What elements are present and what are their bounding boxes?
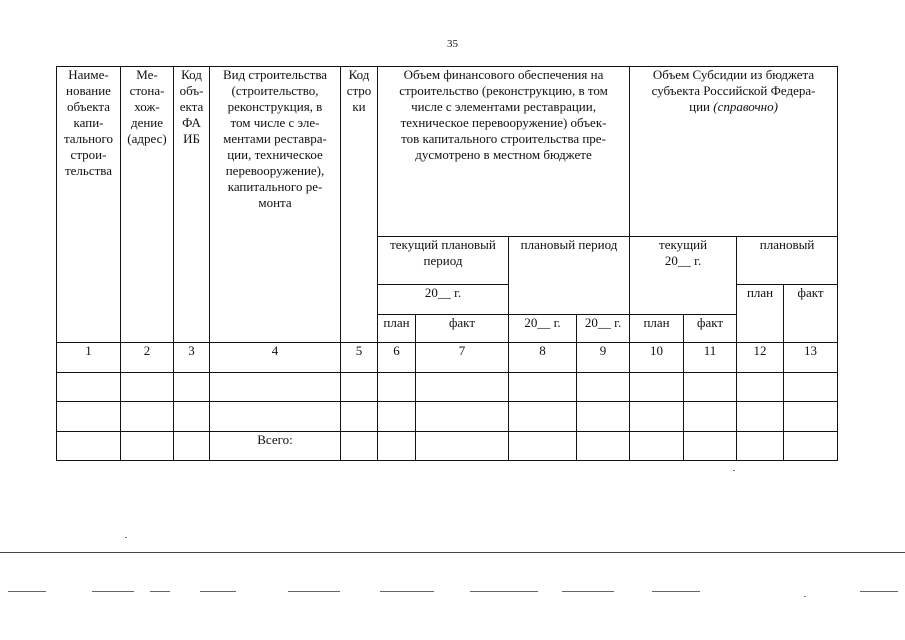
table-cell[interactable] — [121, 402, 174, 432]
header-local-budget-financing: Объем финансового обеспечения на строительство (реконструкцию, в том числе с элементами реставрации, техническое перевооружение) объек- тов капитального строительства пре- дусмотрено в местном бюджете — [378, 67, 630, 237]
table-cell[interactable] — [577, 373, 630, 402]
header-current-plan: план — [378, 315, 416, 343]
table-cell[interactable] — [784, 373, 838, 402]
table-cell[interactable] — [630, 402, 684, 432]
table-cell[interactable] — [684, 432, 737, 461]
scan-artifact-line — [92, 591, 134, 592]
table-cell[interactable] — [784, 402, 838, 432]
table-cell[interactable] — [210, 373, 341, 402]
header-planned-plan: план — [737, 285, 784, 343]
header-row-code: Код стро ки — [341, 67, 378, 343]
table-cell — [57, 432, 121, 461]
table-cell — [121, 432, 174, 461]
subsidy-title: Объем Субсидии из бюджета субъекта Российской Федера- ции — [651, 67, 816, 114]
table-cell[interactable] — [509, 432, 577, 461]
column-number: 8 — [509, 343, 577, 373]
column-number: 12 — [737, 343, 784, 373]
scan-speck — [733, 470, 735, 471]
header-object-name: Наиме- нование объекта капи- тального строи- тельства — [57, 67, 121, 343]
header-current-fact: факт — [416, 315, 509, 343]
scan-artifact-line — [860, 591, 898, 592]
column-number: 4 — [210, 343, 341, 373]
column-number: 5 — [341, 343, 378, 373]
header-current-planned-period: текущий плановый период — [378, 237, 509, 285]
table-cell[interactable] — [57, 402, 121, 432]
table-cell[interactable] — [57, 373, 121, 402]
header-subsidy-volume — [630, 67, 838, 237]
column-number: 11 — [684, 343, 737, 373]
scan-artifact-line — [288, 591, 340, 592]
header-subsidy-plan: план — [630, 315, 684, 343]
column-number: 6 — [378, 343, 416, 373]
table-cell[interactable] — [378, 373, 416, 402]
table-cell[interactable] — [210, 402, 341, 432]
header-subsidy-fact: факт — [684, 315, 737, 343]
table-cell[interactable] — [684, 402, 737, 432]
header-planned-fact: факт — [784, 285, 838, 343]
table-cell[interactable] — [174, 402, 210, 432]
scan-artifact-line — [562, 591, 614, 592]
header-planned-year-2: 20__ г. — [577, 315, 630, 343]
header-planned-period: плановый период — [509, 237, 630, 315]
scan-artifact-line — [470, 591, 538, 592]
table-cell[interactable] — [416, 373, 509, 402]
table-cell[interactable] — [341, 373, 378, 402]
column-number: 3 — [174, 343, 210, 373]
page-number: 35 — [447, 38, 458, 50]
header-planned-year-1: 20__ г. — [509, 315, 577, 343]
header-planned: плановый — [737, 237, 838, 285]
scan-artifact-line — [8, 591, 46, 592]
column-number: 1 — [57, 343, 121, 373]
table-cell[interactable] — [341, 402, 378, 432]
table-cell[interactable] — [684, 373, 737, 402]
table-cell[interactable] — [416, 402, 509, 432]
table-cell[interactable] — [630, 432, 684, 461]
scan-artifact-line — [150, 591, 170, 592]
table-cell[interactable] — [121, 373, 174, 402]
scan-speck — [125, 537, 127, 538]
header-location: Ме- стона- хож- дение (адрес) — [121, 67, 174, 343]
header-object-code: Код объ- екта ФА ИБ — [174, 67, 210, 343]
page-bottom-divider — [0, 552, 905, 553]
table-cell[interactable] — [341, 432, 378, 461]
table-cell[interactable] — [378, 402, 416, 432]
scan-artifact-line — [652, 591, 700, 592]
table-cell[interactable] — [378, 432, 416, 461]
table-row — [57, 373, 838, 402]
column-number: 9 — [577, 343, 630, 373]
table-cell[interactable] — [737, 373, 784, 402]
column-number: 13 — [784, 343, 838, 373]
table-cell[interactable] — [630, 373, 684, 402]
column-number-row — [57, 343, 838, 373]
subsidy-report-table — [56, 66, 838, 461]
table-cell[interactable] — [174, 373, 210, 402]
total-label: Всего: — [210, 432, 341, 461]
table-cell[interactable] — [737, 432, 784, 461]
column-number: 7 — [416, 343, 509, 373]
table-row — [57, 402, 838, 432]
total-row — [57, 432, 838, 461]
table-cell[interactable] — [577, 402, 630, 432]
header-construction-type: Вид строительства (строительство, реконструкция, в том числе с эле- ментами реставра- ции, техническое перевооружение), капитального ре- монта — [210, 67, 341, 343]
table-cell[interactable] — [577, 432, 630, 461]
table-cell[interactable] — [784, 432, 838, 461]
column-number: 2 — [121, 343, 174, 373]
scan-speck — [804, 596, 806, 597]
table-cell — [174, 432, 210, 461]
header-current-year: текущий 20__ г. — [630, 237, 737, 315]
column-number: 10 — [630, 343, 684, 373]
header-year-current: 20__ г. — [378, 285, 509, 315]
table-cell[interactable] — [737, 402, 784, 432]
table-cell[interactable] — [509, 402, 577, 432]
scan-artifact-line — [200, 591, 236, 592]
table-cell[interactable] — [509, 373, 577, 402]
subsidy-note: (справочно) — [713, 99, 778, 114]
scan-artifact-line — [380, 591, 434, 592]
table-cell[interactable] — [416, 432, 509, 461]
